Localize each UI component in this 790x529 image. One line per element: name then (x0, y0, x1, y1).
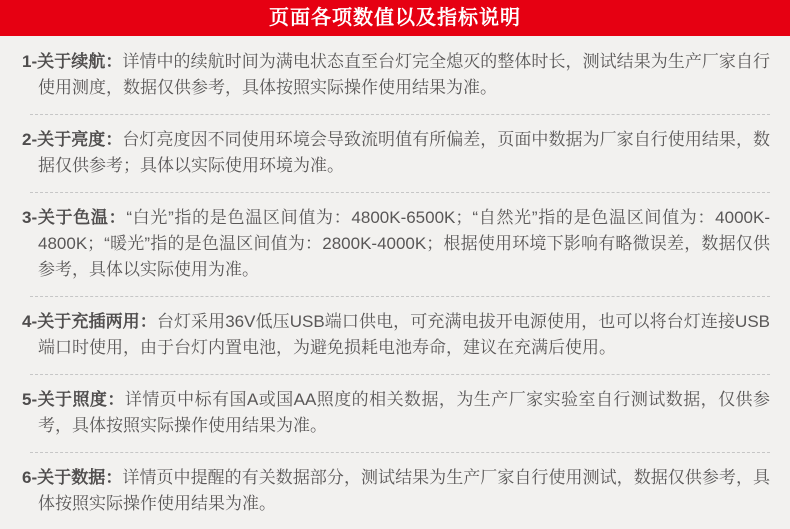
note-text-illuminance: 详情页中标有国A或国AA照度的相关数据，为生产厂家实验室自行测试数据，仅供参考，具体按照实际操作使用结果为准。 (38, 390, 770, 435)
note-label-color-temperature: 3-关于色温： (22, 208, 127, 227)
note-item-battery (22, 38, 770, 113)
note-item-data (22, 454, 770, 529)
divider (30, 114, 770, 115)
note-label-charge-plug: 4-关于充插两用： (22, 312, 157, 331)
notes-section (0, 36, 790, 529)
divider (30, 192, 770, 193)
divider (30, 452, 770, 453)
note-item-charge-plug (22, 298, 770, 373)
note-label-battery: 1-关于续航： (22, 52, 123, 71)
note-text-color-temperature: “白光”指的是色温区间值为：4800K-6500K；“自然光”指的是色温区间值为：4000K-4800K；“暖光”指的是色温区间值为：2800K-4000K；根据使用环境下影响有略微误差，数据仅供参考，具体以实际使用为准。 (38, 208, 770, 279)
page-title: 页面各项数值以及指标说明 (269, 7, 521, 29)
divider (30, 374, 770, 375)
header-bar (0, 0, 790, 36)
note-label-illuminance: 5-关于照度： (22, 390, 125, 409)
divider (30, 296, 770, 297)
note-label-data: 6-关于数据： (22, 468, 123, 487)
note-text-charge-plug: 台灯采用36V低压USB端口供电，可充满电拔开电源使用，也可以将台灯连接USB端口时使用，由于台灯内置电池，为避免损耗电池寿命，建议在充满后使用。 (38, 312, 770, 357)
note-text-data: 详情页中提醒的有关数据部分，测试结果为生产厂家自行使用测试，数据仅供参考，具体按照实际操作使用结果为准。 (38, 468, 771, 513)
note-label-brightness: 2-关于亮度： (22, 130, 123, 149)
note-item-brightness (22, 116, 770, 191)
note-item-color-temperature (22, 194, 770, 295)
note-text-brightness: 台灯亮度因不同使用环境会导致流明值有所偏差，页面中数据为厂家自行使用结果，数据仅供参考；具体以实际使用环境为准。 (38, 130, 771, 175)
note-text-battery: 详情中的续航时间为满电状态直至台灯完全熄灭的整体时长，测试结果为生产厂家自行使用测度，数据仅供参考，具体按照实际操作使用结果为准。 (38, 52, 771, 97)
note-item-illuminance (22, 376, 770, 451)
